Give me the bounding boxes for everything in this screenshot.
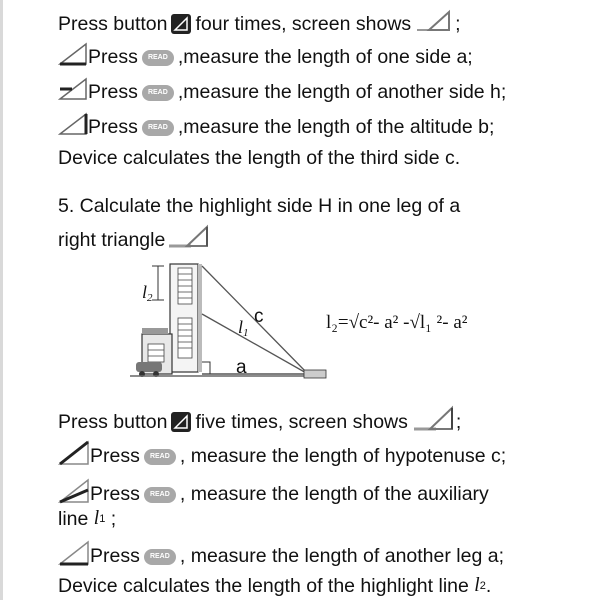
right-triangle-mode-icon bbox=[412, 405, 456, 439]
label-a: a bbox=[236, 357, 247, 378]
s5-heading-text-1: 5. Calculate the highlight side H in one leg of a bbox=[58, 195, 461, 217]
label-c: c bbox=[254, 306, 264, 327]
triangle-leg-icon bbox=[58, 540, 90, 572]
read-button-icon: READ bbox=[142, 50, 174, 66]
page-border bbox=[0, 0, 3, 600]
s4-line4 bbox=[58, 112, 494, 142]
s4-line2 bbox=[58, 42, 473, 72]
mode-button-icon bbox=[171, 412, 191, 432]
label-l1-var: l bbox=[238, 317, 244, 337]
car-icon bbox=[136, 362, 162, 377]
s5-line1-text-b: five times, screen shows bbox=[195, 411, 408, 433]
s5-heading-text-2: right triangle bbox=[58, 229, 166, 251]
s5-heading-line2 bbox=[58, 224, 211, 256]
s5-line4-text-b: , measure the length of another leg a; bbox=[179, 545, 504, 567]
read-button-icon: READ bbox=[144, 549, 176, 565]
s5-line3 bbox=[58, 478, 489, 510]
triangle-hypotenuse-icon bbox=[58, 440, 90, 472]
s5-line5-sub: 2 bbox=[479, 580, 486, 592]
s4-line2-text-b: ,measure the length of one side a; bbox=[177, 46, 473, 68]
s5-line3c-var: l bbox=[93, 508, 100, 529]
s5-line3c-sub: 1 bbox=[99, 513, 106, 525]
s5-line4-text-a: Press bbox=[90, 545, 140, 567]
triangle-side-h-icon bbox=[58, 77, 88, 107]
height-measurement-diagram bbox=[130, 262, 510, 384]
s5-line2-text-b: , measure the length of hypotenuse c; bbox=[179, 445, 507, 467]
s5-line1-text-a: Press button bbox=[58, 411, 168, 433]
right-triangle-icon bbox=[167, 224, 211, 256]
s5-line5-var: l bbox=[474, 575, 480, 596]
read-button-icon: READ bbox=[144, 449, 176, 465]
s4-line3 bbox=[58, 77, 506, 107]
s5-line3-text-a: Press bbox=[90, 483, 140, 505]
label-l2-var: l bbox=[142, 282, 148, 302]
s5-line3-continued bbox=[58, 507, 116, 531]
s4-line1-text-c: ; bbox=[455, 13, 461, 35]
label-l1-sub: 1 bbox=[243, 327, 249, 339]
tall-building-icon bbox=[170, 264, 202, 372]
read-button-icon: READ bbox=[144, 487, 176, 503]
s5-heading-line1 bbox=[58, 194, 460, 218]
mode-button-icon bbox=[171, 14, 191, 34]
s5-line2-text-a: Press bbox=[90, 445, 140, 467]
s5-line2 bbox=[58, 440, 506, 472]
s4-line1 bbox=[58, 8, 461, 40]
s5-line5 bbox=[58, 574, 491, 598]
triangle-side-a-icon bbox=[58, 42, 88, 72]
label-l1 bbox=[238, 317, 249, 339]
s4-line3-text-a: Press bbox=[88, 81, 138, 103]
read-button-icon: READ bbox=[142, 120, 174, 136]
s5-line3c-end: ; bbox=[110, 508, 117, 530]
s4-line5 bbox=[58, 146, 460, 170]
s4-line4-text-a: Press bbox=[88, 116, 138, 138]
s5-line1-text-c: ; bbox=[455, 411, 462, 433]
s5-line4 bbox=[58, 540, 504, 572]
height-formula: l₂=√c²- a² -√l₁ ²- a² bbox=[326, 312, 468, 333]
triangle-auxiliary-icon bbox=[58, 478, 90, 510]
s5-line3c-text: line bbox=[58, 508, 89, 530]
label-l2 bbox=[142, 282, 153, 304]
s5-line3-text-b: , measure the length of the auxiliary bbox=[179, 483, 489, 505]
s5-line5-text: Device calculates the length of the highlight line bbox=[58, 575, 469, 597]
s4-line1-text-a: Press button bbox=[58, 13, 168, 35]
s4-line5-text: Device calculates the length of the third side c. bbox=[58, 147, 461, 169]
s4-line3-text-b: ,measure the length of another side h; bbox=[177, 81, 507, 103]
label-l2-sub: 2 bbox=[147, 292, 153, 304]
s4-line4-text-b: ,measure the length of the altitude b; bbox=[177, 116, 495, 138]
triangle-mode-icon bbox=[415, 8, 455, 40]
read-button-icon: READ bbox=[142, 85, 174, 101]
s4-line2-text-a: Press bbox=[88, 46, 138, 68]
laser-device-icon bbox=[304, 370, 326, 378]
s5-line5-end: . bbox=[485, 575, 492, 597]
triangle-altitude-icon bbox=[58, 112, 88, 142]
s4-line1-text-b: four times, screen shows bbox=[195, 13, 412, 35]
s5-line1 bbox=[58, 405, 461, 439]
